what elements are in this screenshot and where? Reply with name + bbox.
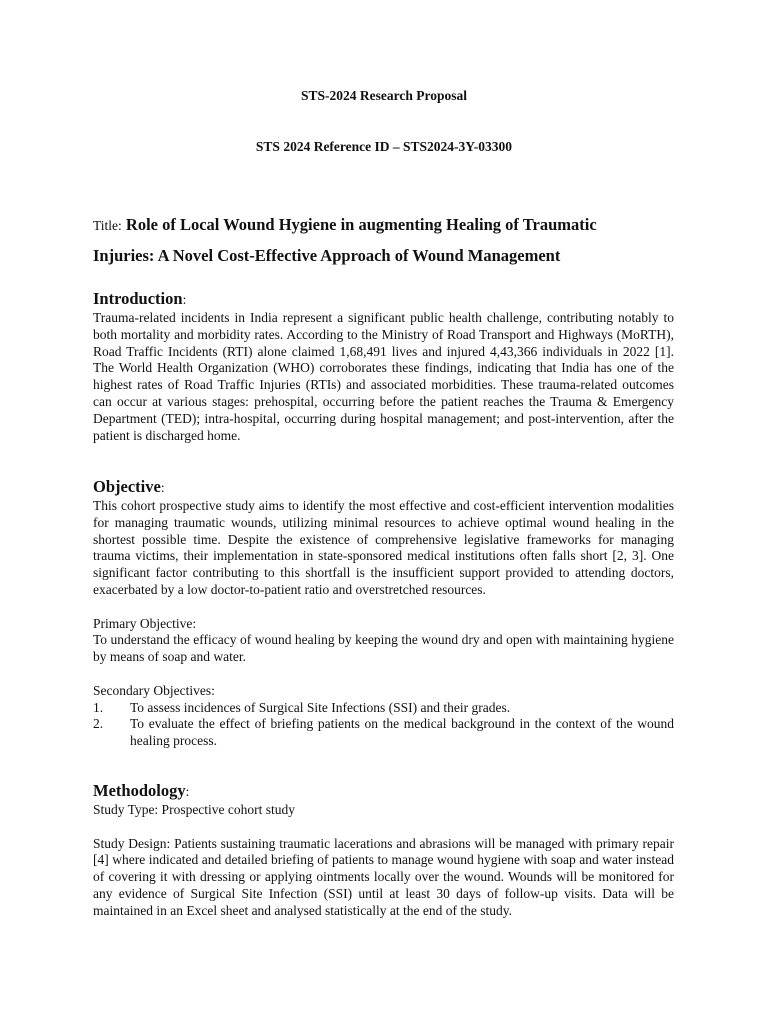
objective-section	[93, 477, 674, 750]
secondary-objectives-label: Secondary Objectives:	[93, 682, 215, 698]
title-prefix: Title:	[93, 218, 122, 233]
proposal-header: STS-2024 Research Proposal	[300, 88, 467, 103]
study-design: Study Design: Patients sustaining traumatic lacerations and abrasions will be managed with primary repair [4] where indicated and detailed briefing of patients to manage wound hygiene with soap and water instead of covering it with dressing or applying ointments locally over the wound. Wounds will be monitored for any evidence of Surgical Site Infection (SSI) until at least 30 days of follow-up visits. Data will be maintained in an Excel sheet and analysed statistically at the end of the study.	[93, 835, 674, 918]
methodology-section	[93, 781, 674, 920]
reference-id: STS 2024 Reference ID – STS2024-3Y-03300	[255, 139, 513, 154]
title-line-2: Injuries: A Novel Cost-Effective Approach of Wound Management	[93, 246, 561, 265]
secondary-objectives-list	[93, 700, 674, 750]
title-line-1	[93, 210, 674, 241]
list-item: 2. To evaluate the effect of briefing patients on the medical background in the context of the wound healing process.	[93, 716, 674, 749]
introduction-heading: Introduction:	[93, 289, 187, 308]
title-block	[93, 210, 674, 271]
objective-body: This cohort prospective study aims to identify the most effective and cost-efficient intervention modalities for managing traumatic wounds, utilizing minimal resources to achieve optimal wound healing in the shortest possible time. Despite the existence of comprehensive legislative frameworks for managing trauma victims, their implementation in state-sponsored medical institutions often falls short [2, 3]. One significant factor contributing to this shortfall is the insufficient support provided to attending doctors, exacerbated by a low doctor-to-patient ratio and overstretched resources.	[93, 498, 674, 597]
methodology-heading: Methodology:	[93, 781, 190, 800]
introduction-body: Trauma-related incidents in India represent a significant public health challenge, contributing notably to both mortality and morbidity rates. According to the Ministry of Road Transport and Highways (MoRTH), Road Traffic Incidents (RTI) alone claimed 1,68,491 lives and injured 4,43,366 individuals in 2022 [1]. The World Health Organization (WHO) corroborates these findings, indicating that India has one of the highest rates of Road Traffic Injuries (RTIs) and associated morbidities. These trauma-related outcomes can occur at various stages: prehospital, occurring before the patient reaches the Trauma & Emergency Department (TED); intra-hospital, occurring during hospital management; and post-intervention, after the patient is discharged home.	[93, 310, 674, 443]
introduction-section	[93, 289, 674, 444]
objective-heading: Objective:	[93, 477, 165, 496]
study-type: Study Type: Prospective cohort study	[93, 802, 296, 817]
primary-objective-body: To understand the efficacy of wound healing by keeping the wound dry and open with maintaining hygiene by means of soap and water.	[93, 632, 674, 665]
list-item: 1. To assess incidences of Surgical Site Infections (SSI) and their grades.	[93, 699, 511, 715]
title-text-1: Role of Local Wound Hygiene in augmenting Healing of Traumatic	[125, 215, 597, 234]
primary-objective-label: Primary Objective:	[93, 615, 197, 631]
